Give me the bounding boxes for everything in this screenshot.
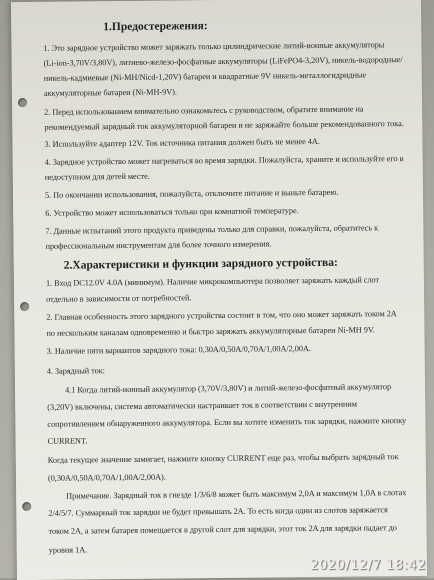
section-1-heading: 1.Предостережения: — [103, 20, 208, 34]
text-line: отдельно в зависимости от потребностей. — [46, 293, 192, 304]
punch-hole — [20, 302, 29, 311]
text-line: Когда текущее значение замигает, нажмите кнопку CURRENT еще раз, чтобы выбрать зарядный ток — [47, 452, 399, 465]
text-line: (Li-ion-3,70V/3,80V), литиево-железо-фосфатные аккумуляторы (LiFePO4-3,20V), никель-водородные/ — [43, 55, 403, 68]
text-line: (3,20V) включены, система автоматически настраивает ток в соответствии с внутренним — [47, 399, 357, 412]
text-line: никель-кадмиевые (Ni-MH/Nicd-1,20V) батареи и квадратные 9V никель-металлогидридные — [43, 70, 367, 83]
text-line: аккумуляторные батареи (Ni-MH-9V). — [43, 87, 177, 98]
text-line: 3. Используйте адаптер 12V. Ток источника питания должен быть не менее 4A. — [44, 136, 320, 149]
text-line: сопротивлением обнаруженного аккумулятора. Если вы хотите изменить ток зарядки, нажмите кнопку — [47, 416, 407, 429]
text-line: уровня 1A. — [48, 545, 88, 555]
text-line: 6. Устройство может использоваться только при комнатной температуре. — [45, 206, 299, 218]
text-line: Примечание. Зарядный ток в гнезде 1/3/6/8 может быть максимум 2,0A и максимум 1,0A в слотах — [66, 488, 407, 501]
text-line: 4. Зарядное устройство может нагреваться во время зарядки. Пожалуйста, храните и используйте его в — [44, 154, 404, 167]
text-line: 2. Главная особенность этого зарядного устройства состоит в том, что оно может заряжать током 2A — [46, 309, 397, 322]
text-line: 1. Вход DC12.0V 4.0A (минимум). Наличие микрокомпьютера позволяет заряжать каждый слот — [45, 275, 380, 288]
text-line: 2/4/5/7. Суммарный ток зарядки не будет превышать 2A. То есть когда один из слотов заряжается — [48, 505, 388, 518]
text-line: (0,30A/0,50A/0,70A/1,00A/2,00A). — [47, 472, 166, 483]
text-line: током 2A, а затем батарея помещается в другой слот для зарядки, этот ток 2A для зарядки падает до — [48, 523, 397, 536]
text-line: CURRENT. — [47, 436, 88, 446]
text-line: рекомендуемый зарядный ток аккумуляторной батареи и не заряжайте больше рекомендованного тока. — [44, 119, 404, 132]
text-line: 1. Это зарядное устройство может заряжать только цилиндрические литий-ионные аккумуляторы — [43, 40, 385, 53]
punch-hole — [22, 502, 31, 511]
instruction-sheet — [11, 0, 427, 580]
photo-timestamp: 2020/12/7 18:42 — [310, 558, 426, 573]
text-line: 3. Наличие пяти вариантов зарядного тока: 0,30A/0,50A/0,70A/1,00A/2,00A. — [46, 344, 311, 356]
text-line: 5. По окончании использования, пожалуйста, отключите питание и выньте батарею. — [44, 187, 339, 200]
text-line: 4. Зарядный ток: — [46, 366, 105, 376]
text-line: профессиональным инструментам для более точного измерения. — [45, 239, 272, 251]
text-line: 7. Данные испытаний этого продукта приведены только для справки, пожалуйста, обратитесь к — [45, 223, 379, 236]
punch-hole — [18, 98, 27, 107]
text-line: недоступном для детей месте. — [44, 171, 150, 182]
text-line: 4.1 Когда литий-ионный аккумулятор (3,70V/3,80V) и литий-железо-фосфатный аккумулятор — [65, 382, 392, 395]
text-line: по нескольким каналам одновременно и быстро заряжать аккумуляторные батареи Ni-MH 9V. — [46, 325, 375, 338]
text-line: 2. Перед использованием внимательно ознакомьтесь с руководством, обратите внимание на — [44, 104, 364, 117]
section-2-heading: 2.Характеристики и функции зарядного устройства: — [63, 256, 338, 272]
